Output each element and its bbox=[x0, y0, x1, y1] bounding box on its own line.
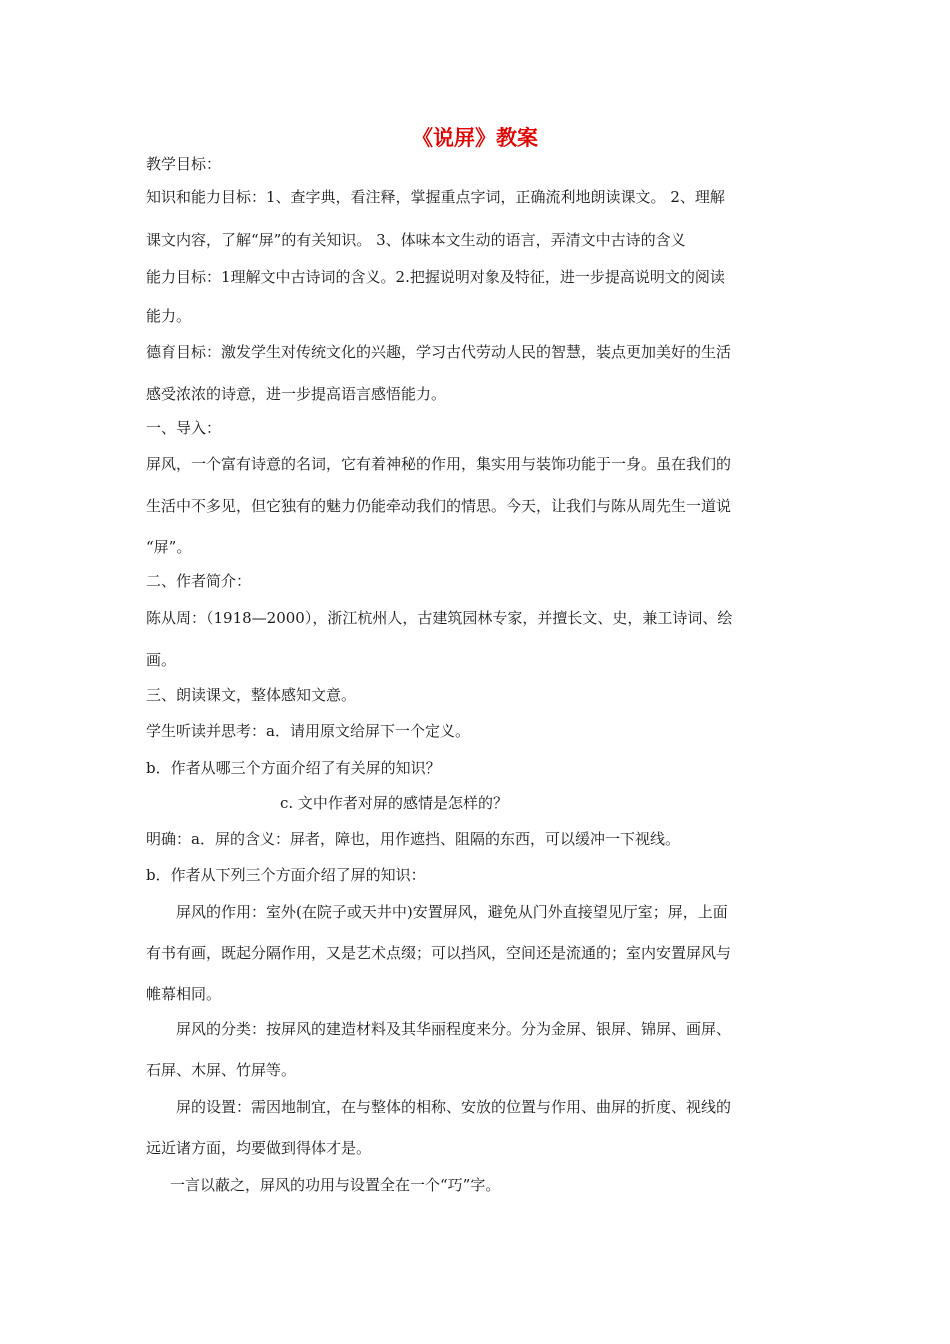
text-line: b．作者从下列三个方面介绍了屏的知识： bbox=[146, 866, 426, 884]
text-line: 知识和能力目标：1、查字典，看注释，掌握重点字词，正确流利地朗读课文。 2、理解 bbox=[146, 188, 725, 206]
text-line: 屏风，一个富有诗意的名词，它有着神秘的作用，集实用与装饰功能于一身。虽在我们的 bbox=[146, 455, 732, 473]
text-line: 德育目标：激发学生对传统文化的兴趣，学习古代劳动人民的智慧，装点更加美好的生活 bbox=[146, 343, 732, 361]
text-line: 帷幕相同。 bbox=[146, 985, 222, 1003]
text-line: 三、朗读课文，整体感知文意。 bbox=[146, 686, 357, 704]
text-line: b．作者从哪三个方面介绍了有关屏的知识？ bbox=[146, 759, 441, 777]
text-line: 有书有画，既起分隔作用，又是艺术点缀；可以挡风，空间还是流通的；室内安置屏风与 bbox=[146, 944, 732, 962]
text-line: 一言以蔽之，屏风的功用与设置全在一个“巧”字。 bbox=[170, 1176, 501, 1194]
text-line: c. 文中作者对屏的感情是怎样的？ bbox=[280, 794, 508, 812]
text-line: 屏风的分类：按屏风的建造材料及其华丽程度来分。分为金屏、银屏、锦屏、画屏、 bbox=[176, 1020, 732, 1038]
text-line: 学生听读并思考：a．请用原文给屏下一个定义。 bbox=[146, 722, 470, 740]
text-line: 一、导入： bbox=[146, 419, 222, 437]
text-line: 感受浓浓的诗意，进一步提高语言感悟能力。 bbox=[146, 385, 447, 403]
text-line: 石屏、木屏、竹屏等。 bbox=[146, 1061, 297, 1079]
text-line: 教学目标： bbox=[146, 155, 222, 173]
text-line: 生活中不多见，但它独有的魅力仍能牵动我们的情思。今天，让我们与陈从周先生一道说 bbox=[146, 497, 732, 515]
text-line: 明确：a．屏的含义：屏者，障也，用作遮挡、阻隔的东西，可以缓冲一下视线。 bbox=[146, 830, 680, 848]
text-line: 陈从周：（1918—2000），浙江杭州人，古建筑园林专家，并擅长文、史，兼工诗词、绘 bbox=[146, 609, 733, 627]
text-line: 屏的设置：需因地制宜，在与整体的相称、安放的位置与作用、曲屏的折度、视线的 bbox=[176, 1098, 732, 1116]
text-line: 能力。 bbox=[146, 307, 192, 325]
text-line: 二、作者简介： bbox=[146, 572, 252, 590]
text-line: 课文内容，了解“屏”的有关知识。 3、体味本文生动的语言，弄清文中古诗的含义 bbox=[146, 231, 686, 249]
text-line: 远近诸方面，均要做到得体才是。 bbox=[146, 1139, 372, 1157]
text-line: “屏”。 bbox=[146, 538, 192, 556]
text-line: 能力目标：1理解文中古诗词的含义。2.把握说明对象及特征，进一步提高说明文的阅读 bbox=[146, 268, 725, 286]
text-line: 画。 bbox=[146, 651, 177, 669]
text-line: 屏风的作用：室外(在院子或天井中)安置屏风，避免从门外直接望见厅室；屏，上面 bbox=[176, 903, 728, 921]
document-title: 《说屏》教案 bbox=[412, 125, 538, 150]
